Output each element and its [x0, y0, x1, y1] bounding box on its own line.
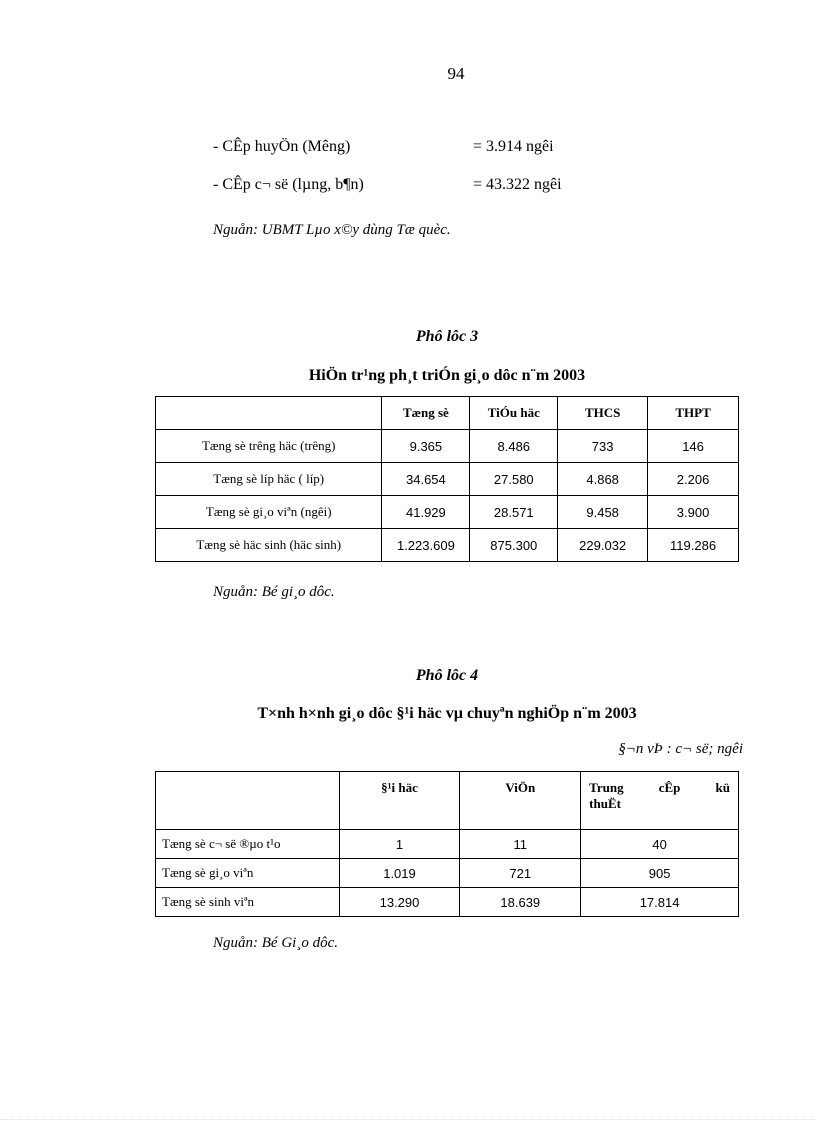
table-row — [156, 529, 739, 562]
table-cell: 27.580 — [470, 463, 558, 496]
table-cell: 2.206 — [648, 463, 739, 496]
table-cell: 905 — [581, 859, 739, 888]
table-row — [156, 430, 739, 463]
table-cell: 4.868 — [558, 463, 648, 496]
table-header-row — [156, 772, 739, 830]
header-word: thuËt — [589, 796, 621, 811]
source-note-1: Nguån: UBMT Lµo x©y dùng Tæ quèc. — [213, 222, 451, 238]
table-cell: 1.223.609 — [382, 529, 470, 562]
table-cell: 28.571 — [470, 496, 558, 529]
table-row — [156, 496, 739, 529]
stat-label-village: - CÊp c¬ së (lµng, b¶n) — [213, 176, 364, 193]
row-label: Tæng sè gi¸o viªn (ngêi) — [156, 496, 382, 529]
row-label: Tæng sè trêng häc (trêng) — [156, 430, 382, 463]
header-cell-thpt: THPT — [648, 397, 739, 430]
table-cell: 34.654 — [382, 463, 470, 496]
row-label: Tæng sè gi¸o viªn — [156, 859, 340, 888]
appendix-4-title: T×nh h×nh gi¸o dôc §¹i häc vµ chuyªn nghiÖp n¨m 2003 — [257, 705, 637, 722]
stat-label-district: - CÊp huyÖn (Mêng) — [213, 138, 351, 155]
header-cell-thcs: THCS — [558, 397, 648, 430]
table-header-row — [156, 397, 739, 430]
table-cell: 9.365 — [382, 430, 470, 463]
header-word: cÊp — [658, 780, 681, 795]
table-cell: 721 — [460, 859, 581, 888]
table-cell: 146 — [648, 430, 739, 463]
table-row — [156, 859, 739, 888]
table-cell: 875.300 — [470, 529, 558, 562]
table-cell: 11 — [460, 830, 581, 859]
table-cell: 41.929 — [382, 496, 470, 529]
header-cell-total: Tæng sè — [382, 397, 470, 430]
table-cell: 18.639 — [460, 888, 581, 917]
row-label: Tæng sè sinh viªn — [156, 888, 340, 917]
appendix-3-title: HiÖn tr¹ng ph¸t triÓn gi¸o dôc n¨m 2003 — [308, 367, 586, 384]
header-cell-primary: TiÓu häc — [470, 397, 558, 430]
appendix-3-heading: Phô lôc 3 — [415, 328, 479, 345]
row-label: Tæng sè líp häc ( líp) — [156, 463, 382, 496]
header-word: Trung — [589, 780, 624, 795]
header-word: kü — [715, 780, 730, 795]
table-cell: 17.814 — [581, 888, 739, 917]
stat-value-district: = 3.914 ngêi — [473, 138, 554, 155]
appendix-4-heading: Phô lôc 4 — [415, 667, 479, 684]
table-cell: 1 — [339, 830, 460, 859]
table-cell: 119.286 — [648, 529, 739, 562]
table-cell: 1.019 — [339, 859, 460, 888]
table-cell: 3.900 — [648, 496, 739, 529]
header-cell-empty — [156, 772, 340, 830]
page-number: 94 — [447, 64, 465, 83]
page-divider — [0, 1119, 816, 1120]
unit-note: §¬n vÞ : c¬ së; ngêi — [618, 741, 743, 757]
table-cell: 229.032 — [558, 529, 648, 562]
table-row — [156, 463, 739, 496]
source-note-3: Nguån: Bé Gi¸o dôc. — [213, 935, 338, 951]
table-cell: 9.458 — [558, 496, 648, 529]
table-cell: 8.486 — [470, 430, 558, 463]
header-cell-university: §¹i häc — [339, 772, 460, 830]
table-cell: 733 — [558, 430, 648, 463]
header-cell-vocational — [581, 772, 739, 830]
row-label: Tæng sè häc sinh (häc sinh) — [156, 529, 382, 562]
table-row — [156, 830, 739, 859]
table-cell: 40 — [581, 830, 739, 859]
higher-education-table — [155, 771, 739, 917]
table-row — [156, 888, 739, 917]
stat-value-village: = 43.322 ngêi — [473, 176, 562, 193]
header-cell-empty — [156, 397, 382, 430]
source-note-2: Nguån: Bé gi¸o dôc. — [213, 584, 335, 600]
row-label: Tæng sè c¬ së ®µo t¹o — [156, 830, 340, 859]
header-cell-institute: ViÖn — [460, 772, 581, 830]
table-cell: 13.290 — [339, 888, 460, 917]
education-status-table — [155, 396, 739, 562]
